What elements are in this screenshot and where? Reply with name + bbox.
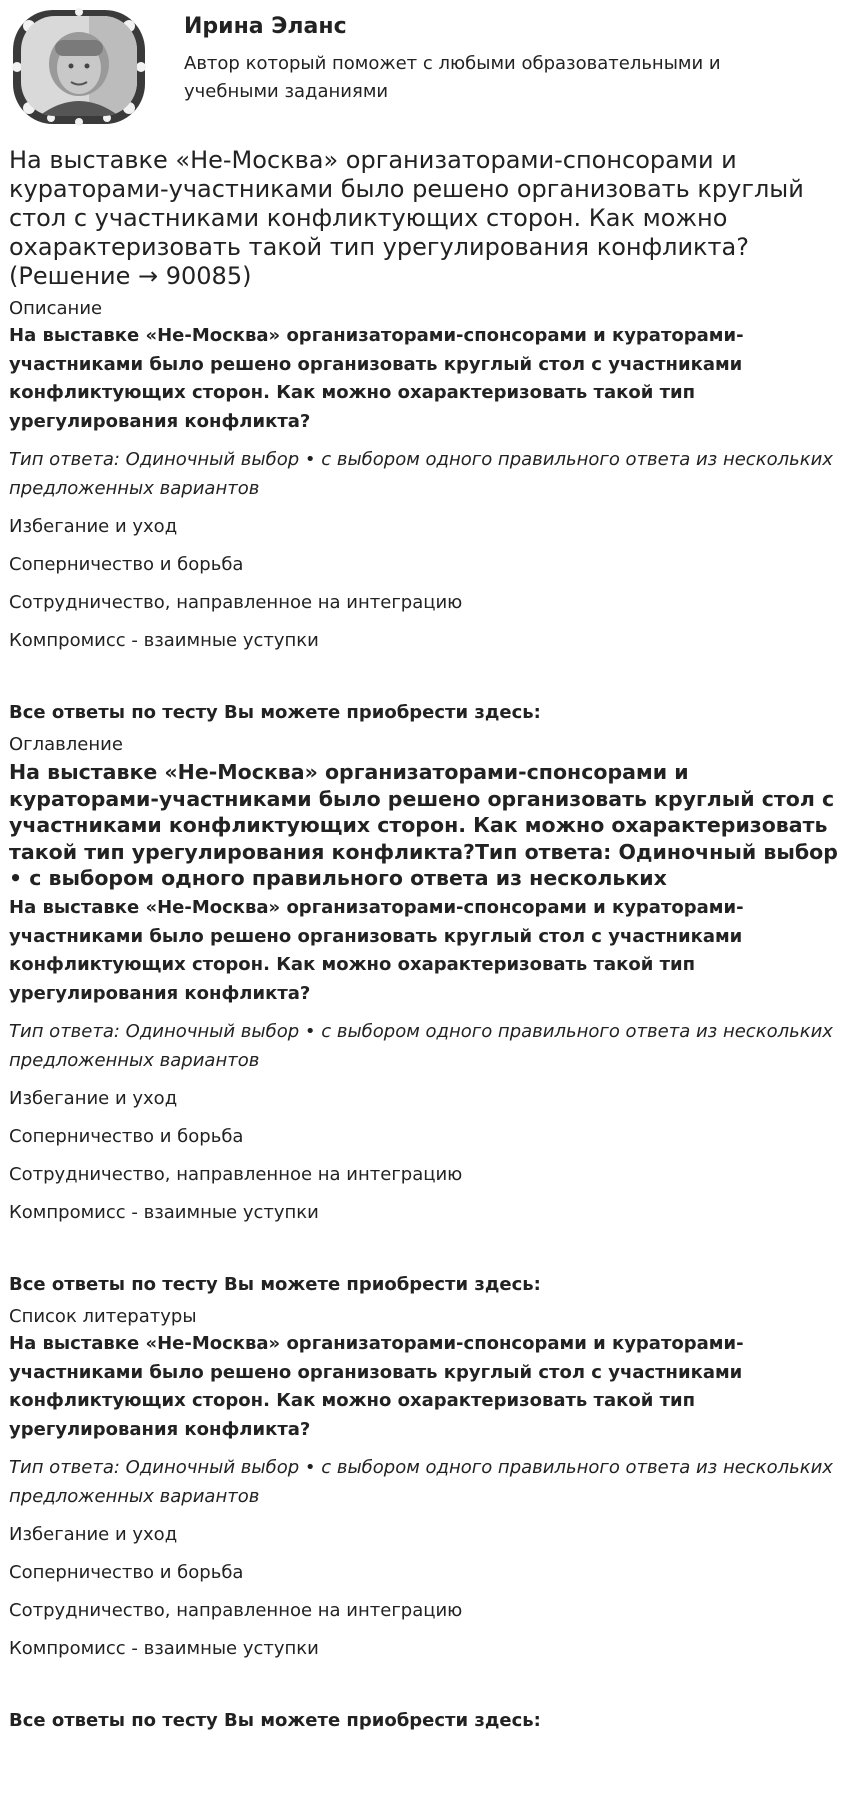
question-text: На выставке «Не-Москва» организаторами-спонсорами и кураторами-участниками было решено организовать круглый стол с участниками конфликтующих сторон. Как можно охарактеризовать такой тип урегулирования конфликта? — [9, 1333, 744, 1440]
answer-option: Сотрудничество, направленное на интеграцию — [9, 592, 463, 613]
author-header — [9, 0, 838, 139]
buy-answers-note: Все ответы по тесту Вы можете приобрести здесь: — [9, 1710, 541, 1731]
toc-heading[interactable]: На выставке «Не-Москва» организаторами-спонсорами и кураторами-участниками было решено организовать круглый стол с участниками конфликтующих сторон. Как можно охарактеризовать такой тип урегулирования конфликта?Тип ответа: Одиночный выбор • с выбором одного правильного ответа из нескольких — [9, 760, 838, 890]
answer-option: Компромисс - взаимные уступки — [9, 1202, 319, 1223]
question-text: На выставке «Не-Москва» организаторами-спонсорами и кураторами-участниками было решено организовать круглый стол с участниками конфликтующих сторон. Как можно охарактеризовать такой тип урегулирования конфликта? — [9, 897, 744, 1004]
answer-type: Тип ответа: Одиночный выбор • с выбором одного правильного ответа из нескольких предложенных вариантов — [9, 1457, 833, 1507]
answer-type: Тип ответа: Одиночный выбор • с выбором одного правильного ответа из нескольких предложенных вариантов — [9, 1021, 833, 1071]
author-description: Автор который поможет с любыми образовательными и учебными заданиями — [184, 53, 721, 102]
buy-answers-note: Все ответы по тесту Вы можете приобрести здесь: — [9, 702, 541, 723]
answer-option: Соперничество и борьба — [9, 1126, 244, 1147]
references-label: Список литературы — [9, 1306, 197, 1327]
toc-section — [9, 732, 838, 1299]
answer-option: Избегание и уход — [9, 516, 178, 537]
question-text: На выставке «Не-Москва» организаторами-спонсорами и кураторами-участниками было решено организовать круглый стол с участниками конфликтующих сторон. Как можно охарактеризовать такой тип урегулирования конфликта? — [9, 325, 744, 432]
answer-option: Избегание и уход — [9, 1088, 178, 1109]
answer-option: Компромисс - взаимные уступки — [9, 1638, 319, 1659]
answer-option: Соперничество и борьба — [9, 1562, 244, 1583]
answer-option: Сотрудничество, направленное на интеграцию — [9, 1600, 463, 1621]
answer-type: Тип ответа: Одиночный выбор • с выбором одного правильного ответа из нескольких предложенных вариантов — [9, 449, 833, 499]
references-section — [9, 1304, 838, 1735]
buy-answers-note: Все ответы по тесту Вы можете приобрести здесь: — [9, 1274, 541, 1295]
description-label: Описание — [9, 298, 103, 319]
toc-label: Оглавление — [9, 734, 123, 755]
answer-option: Соперничество и борьба — [9, 554, 244, 575]
page-title: На выставке «Не-Москва» организаторами-спонсорами и кураторами-участниками было решено организовать круглый стол с участниками конфликтующих сторон. Как можно охарактеризовать такой тип урегулирования конфликта? (Решение → 90085) — [9, 146, 804, 290]
description-section — [9, 296, 838, 727]
answer-option: Избегание и уход — [9, 1524, 178, 1545]
answer-option: Сотрудничество, направленное на интеграцию — [9, 1164, 463, 1185]
answer-option: Компромисс - взаимные уступки — [9, 630, 319, 651]
author-name[interactable]: Ирина Эланс — [184, 14, 347, 39]
author-avatar — [9, 6, 149, 128]
